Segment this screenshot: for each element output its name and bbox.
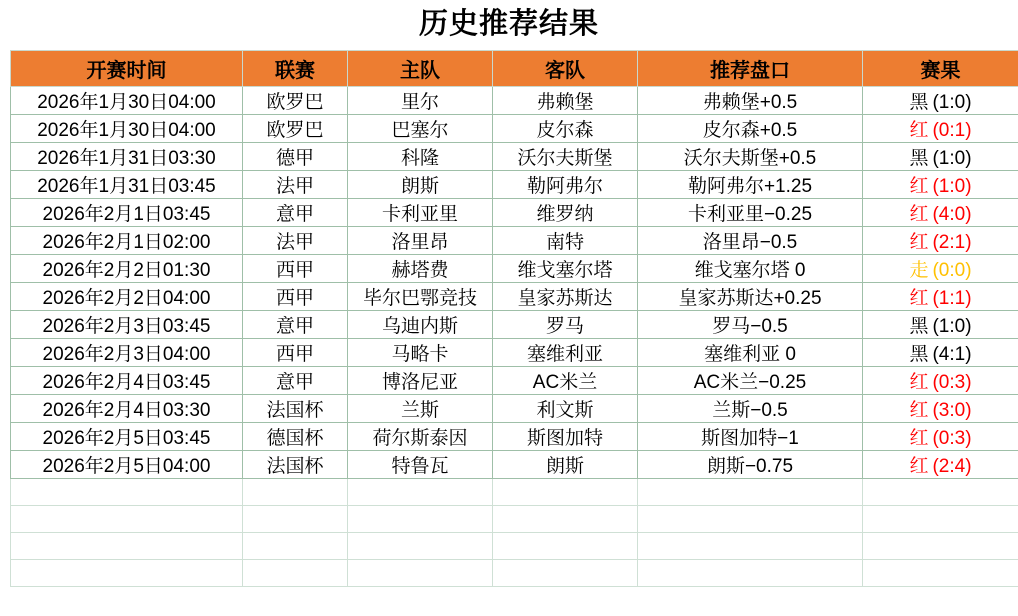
- table-header: [11, 51, 1018, 87]
- cell-home-team: 兰斯: [348, 395, 493, 423]
- cell-time: 2026年2月3日04:00: [11, 339, 243, 367]
- result-badge: [863, 227, 1018, 254]
- table-row: [11, 311, 1018, 339]
- cell-handicap: 沃尔夫斯堡+0.5: [638, 143, 863, 171]
- empty-cell[interactable]: [348, 506, 493, 533]
- result-score: (4:1): [932, 344, 972, 365]
- result-badge: [863, 311, 1018, 338]
- result-label: 黑: [909, 148, 929, 169]
- empty-cell[interactable]: [493, 560, 638, 587]
- cell-handicap: 洛里昂−0.5: [638, 227, 863, 255]
- result-label: 红: [909, 288, 929, 309]
- cell-result: [863, 115, 1018, 143]
- cell-handicap: 勒阿弗尔+1.25: [638, 171, 863, 199]
- empty-cell[interactable]: [243, 533, 348, 560]
- result-badge: [863, 423, 1018, 450]
- cell-away-team: 塞维利亚: [493, 339, 638, 367]
- empty-row: [11, 479, 1018, 506]
- empty-row: [11, 506, 1018, 533]
- table-row: [11, 339, 1018, 367]
- history-results-table: [10, 50, 1018, 587]
- cell-away-team: 皮尔森: [493, 115, 638, 143]
- cell-home-team: 乌迪内斯: [348, 311, 493, 339]
- result-score: (0:3): [932, 428, 972, 449]
- cell-league: 西甲: [243, 283, 348, 311]
- cell-handicap: 兰斯−0.5: [638, 395, 863, 423]
- cell-handicap: 弗赖堡+0.5: [638, 87, 863, 115]
- cell-home-team: 科隆: [348, 143, 493, 171]
- cell-league: 德国杯: [243, 423, 348, 451]
- table-row: [11, 143, 1018, 171]
- cell-result: [863, 199, 1018, 227]
- result-label: 走: [909, 260, 929, 281]
- table-row: [11, 283, 1018, 311]
- table-row: [11, 367, 1018, 395]
- cell-home-team: 卡利亚里: [348, 199, 493, 227]
- cell-result: [863, 423, 1018, 451]
- empty-cell[interactable]: [493, 506, 638, 533]
- cell-time: 2026年1月30日04:00: [11, 87, 243, 115]
- result-score: (1:0): [932, 316, 972, 337]
- result-label: 黑: [909, 92, 929, 113]
- empty-cell[interactable]: [863, 506, 1018, 533]
- cell-home-team: 赫塔费: [348, 255, 493, 283]
- cell-result: [863, 171, 1018, 199]
- cell-time: 2026年2月5日04:00: [11, 451, 243, 479]
- cell-time: 2026年2月1日02:00: [11, 227, 243, 255]
- result-badge: [863, 451, 1018, 478]
- empty-cell[interactable]: [11, 560, 243, 587]
- cell-away-team: 维罗纳: [493, 199, 638, 227]
- table-row: [11, 423, 1018, 451]
- cell-home-team: 朗斯: [348, 171, 493, 199]
- result-score: (1:0): [932, 176, 972, 197]
- table-body: [11, 87, 1018, 587]
- result-badge: [863, 395, 1018, 422]
- result-score: (0:0): [932, 260, 972, 281]
- cell-home-team: 博洛尼亚: [348, 367, 493, 395]
- cell-away-team: 沃尔夫斯堡: [493, 143, 638, 171]
- empty-cell[interactable]: [348, 533, 493, 560]
- result-label: 红: [909, 428, 929, 449]
- cell-result: [863, 143, 1018, 171]
- cell-league: 法国杯: [243, 451, 348, 479]
- header-row: [11, 51, 1018, 87]
- empty-cell[interactable]: [863, 479, 1018, 506]
- empty-cell[interactable]: [243, 479, 348, 506]
- cell-result: [863, 311, 1018, 339]
- empty-cell[interactable]: [348, 560, 493, 587]
- empty-cell[interactable]: [493, 533, 638, 560]
- cell-away-team: 勒阿弗尔: [493, 171, 638, 199]
- cell-home-team: 洛里昂: [348, 227, 493, 255]
- empty-cell[interactable]: [638, 533, 863, 560]
- cell-result: [863, 87, 1018, 115]
- cell-home-team: 荷尔斯泰因: [348, 423, 493, 451]
- table-row: [11, 87, 1018, 115]
- table-row: [11, 451, 1018, 479]
- result-label: 红: [909, 232, 929, 253]
- empty-cell[interactable]: [11, 479, 243, 506]
- result-score: (1:0): [932, 92, 972, 113]
- cell-handicap: 罗马−0.5: [638, 311, 863, 339]
- cell-result: [863, 395, 1018, 423]
- result-score: (2:4): [932, 456, 972, 477]
- cell-handicap: 塞维利亚 0: [638, 339, 863, 367]
- cell-league: 欧罗巴: [243, 87, 348, 115]
- cell-league: 德甲: [243, 143, 348, 171]
- cell-away-team: 维戈塞尔塔: [493, 255, 638, 283]
- cell-handicap: 卡利亚里−0.25: [638, 199, 863, 227]
- empty-row: [11, 533, 1018, 560]
- cell-time: 2026年2月1日03:45: [11, 199, 243, 227]
- column-header-result[interactable]: 赛果: [863, 51, 1018, 87]
- result-score: (1:0): [932, 148, 972, 169]
- result-badge: [863, 283, 1018, 310]
- cell-time: 2026年2月4日03:30: [11, 395, 243, 423]
- cell-result: [863, 339, 1018, 367]
- cell-away-team: 弗赖堡: [493, 87, 638, 115]
- cell-league: 西甲: [243, 255, 348, 283]
- result-score: (0:3): [932, 372, 972, 393]
- column-header-league[interactable]: 联赛: [243, 51, 348, 87]
- result-badge: [863, 171, 1018, 198]
- cell-result: [863, 283, 1018, 311]
- result-label: 红: [909, 120, 929, 141]
- result-label: 黑: [909, 344, 929, 365]
- empty-cell[interactable]: [243, 560, 348, 587]
- cell-time: 2026年2月4日03:45: [11, 367, 243, 395]
- cell-away-team: 罗马: [493, 311, 638, 339]
- cell-away-team: 皇家苏斯达: [493, 283, 638, 311]
- page-title: 历史推荐结果: [418, 8, 599, 40]
- cell-handicap: 维戈塞尔塔 0: [638, 255, 863, 283]
- result-badge: [863, 87, 1018, 114]
- result-label: 红: [909, 176, 929, 197]
- result-badge: [863, 367, 1018, 394]
- result-label: 黑: [909, 316, 929, 337]
- cell-league: 意甲: [243, 199, 348, 227]
- column-header-home[interactable]: 主队: [348, 51, 493, 87]
- cell-time: 2026年1月31日03:45: [11, 171, 243, 199]
- empty-cell[interactable]: [493, 479, 638, 506]
- empty-cell[interactable]: [863, 560, 1018, 587]
- cell-away-team: AC米兰: [493, 367, 638, 395]
- cell-league: 意甲: [243, 311, 348, 339]
- cell-time: 2026年2月3日03:45: [11, 311, 243, 339]
- table-row: [11, 255, 1018, 283]
- cell-result: [863, 367, 1018, 395]
- result-badge: [863, 143, 1018, 170]
- result-badge: [863, 255, 1018, 282]
- cell-away-team: 南特: [493, 227, 638, 255]
- cell-handicap: AC米兰−0.25: [638, 367, 863, 395]
- cell-handicap: 斯图加特−1: [638, 423, 863, 451]
- cell-result: [863, 227, 1018, 255]
- column-header-line[interactable]: 推荐盘口: [638, 51, 863, 87]
- table-row: [11, 171, 1018, 199]
- result-score: (4:0): [932, 204, 972, 225]
- cell-result: [863, 451, 1018, 479]
- cell-time: 2026年2月2日04:00: [11, 283, 243, 311]
- cell-home-team: 巴塞尔: [348, 115, 493, 143]
- cell-league: 法甲: [243, 227, 348, 255]
- result-label: 红: [909, 400, 929, 421]
- cell-home-team: 里尔: [348, 87, 493, 115]
- empty-cell[interactable]: [863, 533, 1018, 560]
- cell-league: 法国杯: [243, 395, 348, 423]
- cell-league: 意甲: [243, 367, 348, 395]
- cell-away-team: 朗斯: [493, 451, 638, 479]
- cell-result: [863, 255, 1018, 283]
- table-row: [11, 115, 1018, 143]
- column-header-time[interactable]: 开赛时间: [11, 51, 243, 87]
- result-badge: [863, 339, 1018, 366]
- empty-cell[interactable]: [348, 479, 493, 506]
- cell-away-team: 利文斯: [493, 395, 638, 423]
- cell-home-team: 特鲁瓦: [348, 451, 493, 479]
- cell-time: 2026年2月5日03:45: [11, 423, 243, 451]
- empty-row: [11, 560, 1018, 587]
- column-header-away[interactable]: 客队: [493, 51, 638, 87]
- table-row: [11, 227, 1018, 255]
- cell-league: 法甲: [243, 171, 348, 199]
- cell-time: 2026年1月30日04:00: [11, 115, 243, 143]
- cell-time: 2026年1月31日03:30: [11, 143, 243, 171]
- result-label: 红: [909, 372, 929, 393]
- cell-handicap: 皮尔森+0.5: [638, 115, 863, 143]
- cell-league: 欧罗巴: [243, 115, 348, 143]
- result-badge: [863, 115, 1018, 142]
- result-label: 红: [909, 204, 929, 225]
- cell-league: 西甲: [243, 339, 348, 367]
- empty-cell[interactable]: [638, 506, 863, 533]
- cell-home-team: 毕尔巴鄂竞技: [348, 283, 493, 311]
- cell-time: 2026年2月2日01:30: [11, 255, 243, 283]
- cell-home-team: 马略卡: [348, 339, 493, 367]
- result-score: (3:0): [932, 400, 972, 421]
- result-score: (1:1): [932, 288, 972, 309]
- table-row: [11, 199, 1018, 227]
- empty-cell[interactable]: [11, 533, 243, 560]
- cell-handicap: 皇家苏斯达+0.25: [638, 283, 863, 311]
- cell-handicap: 朗斯−0.75: [638, 451, 863, 479]
- empty-cell[interactable]: [11, 506, 243, 533]
- empty-cell[interactable]: [638, 560, 863, 587]
- cell-away-team: 斯图加特: [493, 423, 638, 451]
- empty-cell[interactable]: [243, 506, 348, 533]
- result-score: (2:1): [932, 232, 972, 253]
- empty-cell[interactable]: [638, 479, 863, 506]
- result-score: (0:1): [932, 120, 972, 141]
- result-label: 红: [909, 456, 929, 477]
- table-row: [11, 395, 1018, 423]
- result-badge: [863, 199, 1018, 226]
